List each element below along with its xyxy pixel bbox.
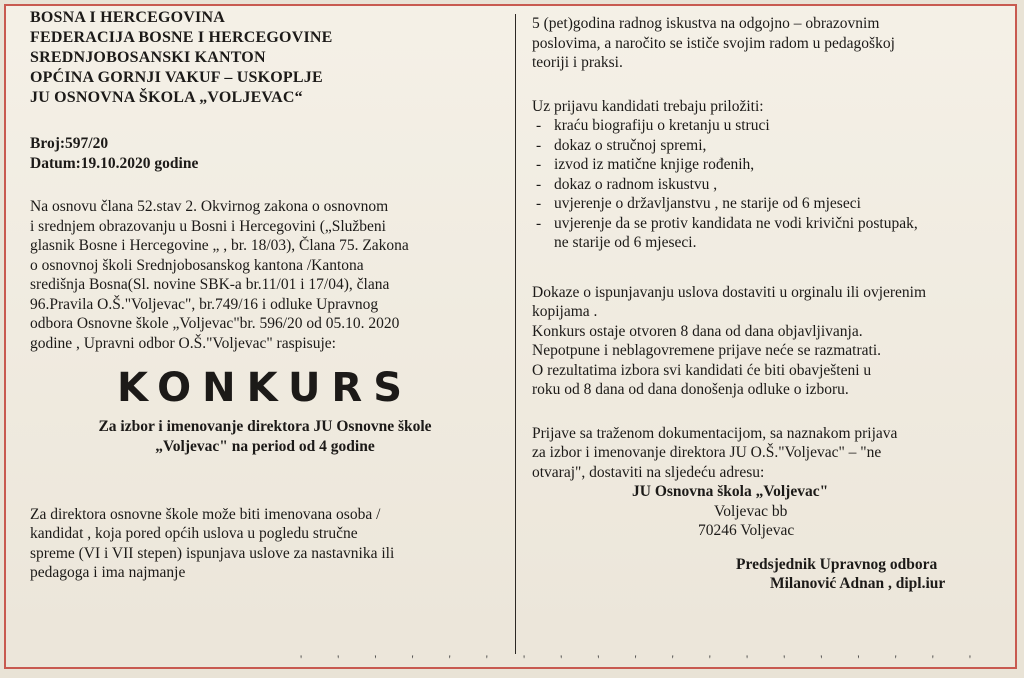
subtitle-line: „Voljevac" na period od 4 godine (155, 437, 375, 455)
documents-list-item: - uvjerenje o državljanstvu , ne starije od 6 mjeseci (532, 194, 1002, 214)
conditions-line: spreme (VI i VII stepen) ispunjava uslove za nastavnika ili (30, 544, 395, 562)
address-name: JU Osnovna škola „Voljevac" (632, 483, 829, 500)
intro-line: Na osnovu člana 52.stav 2. Okvirnog zakona o osnovnom (30, 198, 389, 215)
notes-line: O rezultatima izbora svi kandidati će biti obavješteni u (532, 361, 872, 379)
conditions-line: pedagoga i ima najmanje (30, 564, 186, 581)
document-date: Datum:19.10.2020 godine (30, 154, 199, 172)
documents-list-line: - uvjerenje da se protiv kandidata ne vodi krivični postupak, (554, 214, 918, 232)
submission-paragraph (532, 424, 1002, 483)
documents-list-item: - kraću biografiju o kretanju u struci (532, 116, 1002, 136)
right-column (532, 14, 1002, 594)
address-city: 70246 Voljevac (698, 522, 795, 539)
experience-paragraph (532, 14, 1002, 73)
documents-list-line: ne starije od 6 mjeseci. (554, 234, 697, 251)
konkurs-subtitle (30, 417, 500, 457)
notes-line: kopijama . (532, 303, 598, 320)
intro-line: i srednjem obrazovanju u Bosni i Hercegovini („Službeni (30, 217, 386, 235)
experience-line: poslovima, a naročito se ističe svojim radom u pedagoškoj (532, 34, 895, 52)
submission-line: za izbor i imenovanje direktora JU O.Š."Voljevac" – "ne (532, 444, 882, 461)
intro-line: o osnovnoj školi Srednjobosanskog kantona /Kantona (30, 256, 364, 274)
intro-line: glasnik Bosne i Hercegovine „ , br. 18/03), Člana 75. Zakona (30, 237, 409, 254)
column-divider (515, 14, 516, 654)
header-school: JU OSNOVNA ŠKOLA „VOLJEVAC“ (30, 89, 303, 106)
conditions-paragraph (30, 505, 500, 583)
signature-role: Predsjednik Upravnog odbora (736, 555, 938, 573)
reference-number: Broj:597/20 (30, 135, 109, 152)
subtitle-line: Za izbor i imenovanje direktora JU Osnovne škole (98, 417, 432, 435)
address-street: Voljevac bb (714, 502, 788, 520)
documents-list (532, 116, 1002, 253)
header-canton: SREDNJOBOSANSKI KANTON (30, 49, 266, 66)
intro-line: godine , Upravni odbor O.Š."Voljevac" raspisuje: (30, 334, 336, 352)
notes-block (532, 283, 1002, 400)
documents-list-item: - dokaz o radnom iskustvu , (532, 175, 1002, 195)
notes-line: Konkurs ostaje otvoren 8 dana od dana objavljivanja. (532, 322, 863, 340)
konkurs-title: KONKURS (116, 365, 414, 411)
intro-line: 96.Pravila O.Š."Voljevac", br.749/16 i odluke Upravnog (30, 295, 379, 313)
scan-artifact-marks: ' ' ' ' ' ' ' ' ' ' ' ' ' ' ' ' ' ' ' (300, 652, 988, 666)
submission-line: Prijave sa traženom dokumentacijom, sa naznakom prijava (532, 424, 898, 442)
notes-line: Nepotpune i neblagovremene prijave neće se razmatrati. (532, 342, 882, 359)
address-block (532, 482, 1002, 541)
documents-list-item: - dokaz o stručnoj spremi, (532, 136, 1002, 156)
documents-intro: Uz prijavu kandidati trebaju priložiti: (532, 97, 764, 115)
documents-list-item: - izvod iz matične knjige rođenih, (532, 155, 1002, 175)
documents-list-item (532, 214, 1002, 253)
experience-line: teoriji i praksi. (532, 54, 623, 71)
intro-paragraph (30, 197, 500, 353)
submission-line: otvaraj", dostaviti na sljedeću adresu: (532, 463, 765, 481)
intro-line: odbora Osnovne škole „Voljevac"br. 596/20 od 05.10. 2020 (30, 315, 400, 332)
notes-line: roku od 8 dana od dana donošenja odluke o izboru. (532, 381, 849, 398)
conditions-line: kandidat , koja pored općih uslova u pogledu stručne (30, 525, 358, 542)
header-municipality: OPĆINA GORNJI VAKUF – USKOPLJE (30, 69, 323, 86)
signature-block (532, 555, 1002, 594)
signature-name: Milanović Adnan , dipl.iur (770, 575, 946, 592)
header-country: BOSNA I HERCEGOVINA (30, 9, 225, 26)
header-federation: FEDERACIJA BOSNE I HERCEGOVINE (30, 29, 333, 46)
notes-line: Dokaze o ispunjavanju uslova dostaviti u orginalu ili ovjerenim (532, 283, 927, 301)
left-column (30, 8, 500, 583)
header-block (30, 8, 500, 108)
conditions-line: Za direktora osnovne škole može biti imenovana osoba / (30, 505, 381, 523)
experience-line: 5 (pet)godina radnog iskustva na odgojno – obrazovnim (532, 15, 880, 32)
intro-line: središnja Bosna(Sl. novine SBK-a br.11/01 i 17/04), člana (30, 276, 390, 293)
